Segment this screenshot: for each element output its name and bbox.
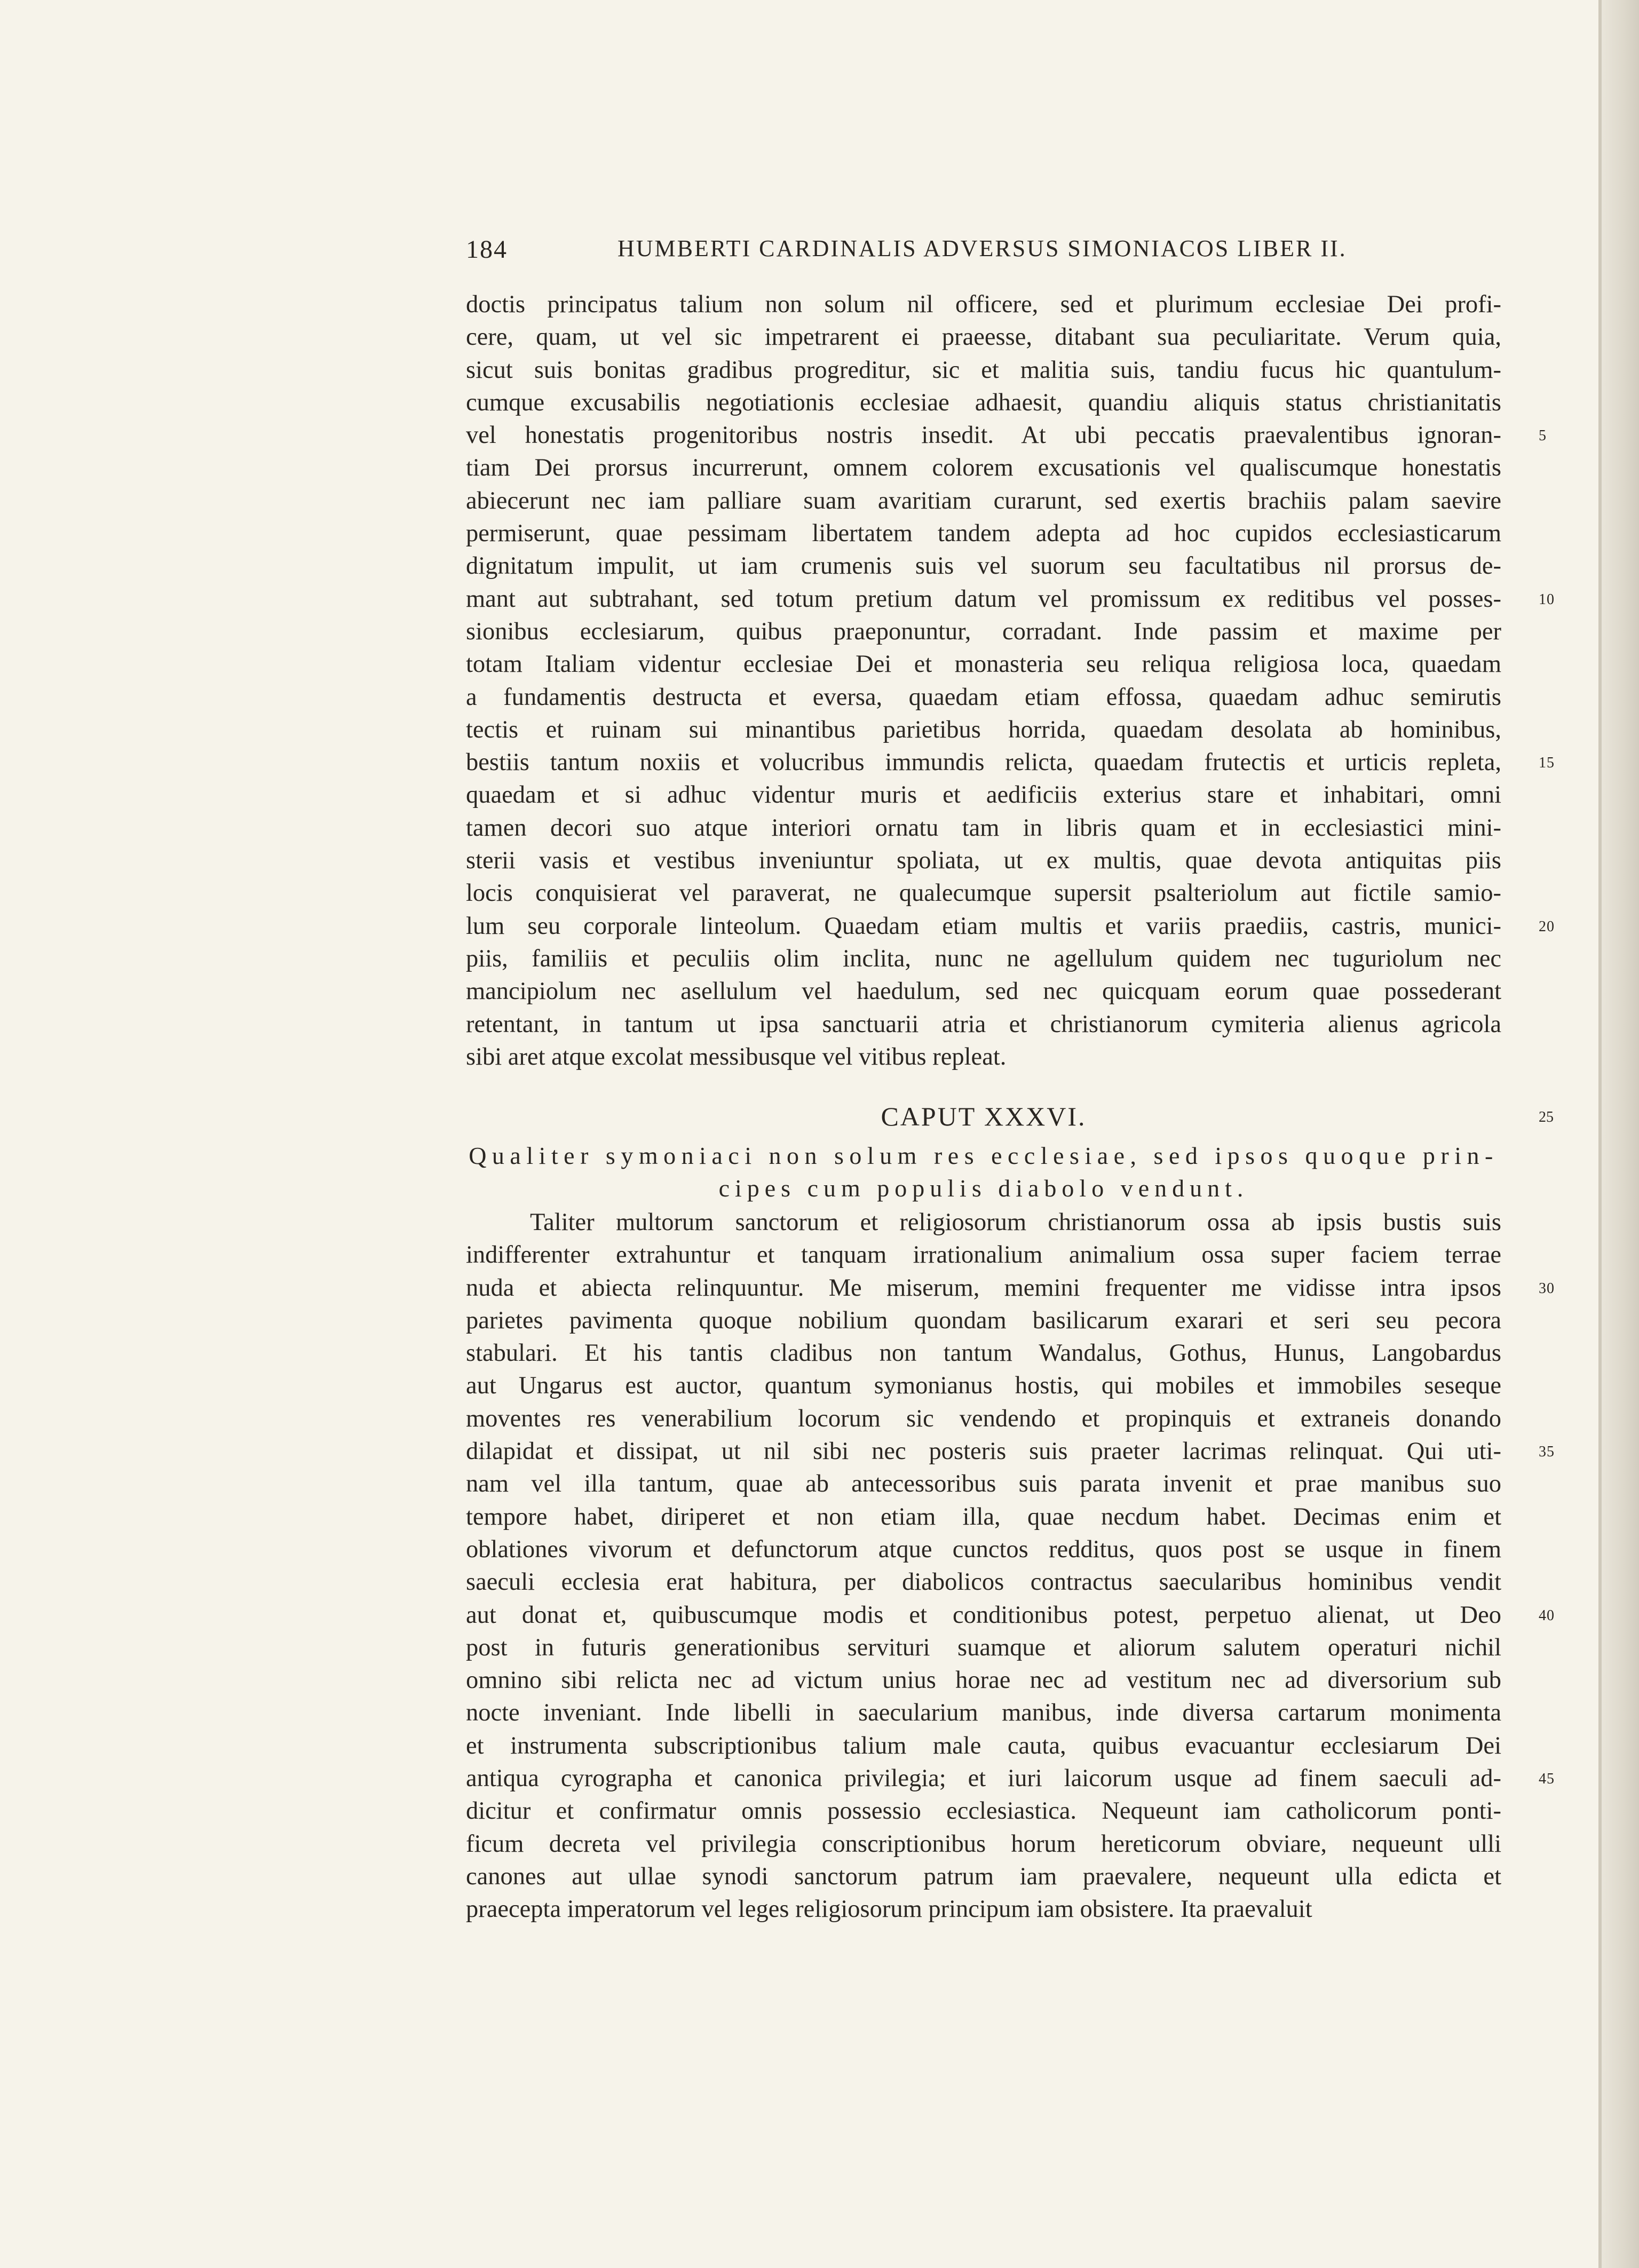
chapter-summary-line: Qualiter symoniaci non solum res ecclesiae, sed ipsos quoque prin- xyxy=(469,1142,1499,1169)
text-line: sicut suis bonitas gradibus progreditur, sic et malitia suis, tandiu fucus hic quantulum- xyxy=(466,356,1501,384)
text-line: totam Italiam videntur ecclesiae Dei et monasteria seu reliqua religiosa loca, quaedam xyxy=(466,651,1501,678)
text-line: indifferenter extrahuntur et tanquam irrationalium animalium ossa super faciem terrae xyxy=(466,1241,1501,1269)
text-line: cumque excusabilis negotiationis ecclesiae adhaesit, quandiu aliquis status christianitatis xyxy=(466,388,1501,416)
line-number: 35 xyxy=(1539,1444,1555,1461)
text-line: saeculi ecclesia erat habitura, per diabolicos contractus saecularibus hominibus vendit xyxy=(466,1568,1501,1596)
text-line: locis conquisierat vel paraverat, ne qualecumque supersit psalteriolum aut fictile samio- xyxy=(466,879,1501,907)
page-header xyxy=(466,235,1501,267)
line-number: 10 xyxy=(1539,591,1555,608)
text-line: nuda et abiecta relinquuntur. Me miserum, memini frequenter me vidisse intra ipsos xyxy=(466,1274,1501,1302)
paragraph-2 xyxy=(466,1206,1555,1926)
text-line: abiecerunt nec iam palliare suam avaritiam curarunt, sed exertis brachiis palam saevire xyxy=(466,487,1501,514)
text-line: canones aut ullae synodi sanctorum patrum iam praevalere, nequeunt ulla edicta et xyxy=(466,1862,1501,1890)
text-line: lum seu corporale linteolum. Quaedam etiam multis et variis praediis, castris, munici- xyxy=(466,912,1501,940)
text-line: nocte inveniant. Inde libelli in saecularium manibus, inde diversa cartarum monimenta xyxy=(466,1699,1501,1727)
text-line: sibi aret atque excolat messibusque vel vitibus repleat. xyxy=(466,1043,1007,1070)
text-line: dicitur et confirmatur omnis possessio ecclesiastica. Nequeunt iam catholicorum ponti- xyxy=(466,1797,1501,1825)
text-line: tiam Dei prorsus incurrerunt, omnem colorem excusationis vel qualiscumque honestatis xyxy=(466,454,1501,482)
text-line: sionibus ecclesiarum, quibus praeponuntur, corradant. Inde passim et maxime per xyxy=(466,617,1501,645)
text-line: moventes res venerabilium locorum sic vendendo et propinquis et extraneis donando xyxy=(466,1405,1501,1432)
line-number: 5 xyxy=(1539,427,1547,445)
text-line: retentant, in tantum ut ipsa sanctuarii atria et christianorum cymiteria alienus agricola xyxy=(466,1010,1501,1038)
text-line: tectis et ruinam sui minantibus parietibus horrida, quaedam desolata ab hominibus, xyxy=(466,716,1501,743)
page-edge xyxy=(1602,0,1639,2268)
chapter-title: CAPUT XXXVI. xyxy=(881,1101,1087,1131)
line-number: 40 xyxy=(1539,1607,1555,1624)
chapter-summary xyxy=(466,1139,1501,1204)
line-number: 15 xyxy=(1539,755,1555,772)
text-line: dilapidat et dissipat, ut nil sibi nec posteris suis praeter lacrimas relinquat. Qui uti- xyxy=(466,1438,1501,1465)
chapter-summary-line: cipes cum populis diabolo vendunt. xyxy=(718,1175,1249,1202)
text-line: piis, familiis et peculiis olim inclita, nunc ne agellulum quidem nec tuguriolum nec xyxy=(466,945,1501,972)
paragraph-1 xyxy=(466,288,1555,1073)
line-number: 25 xyxy=(1539,1109,1554,1125)
text-line: et instrumenta subscriptionibus talium male cauta, quibus evacuantur ecclesiarum Dei xyxy=(466,1732,1501,1759)
text-line: parietes pavimenta quoque nobilium quondam basilicarum exarari et seri seu pecora xyxy=(466,1306,1501,1334)
text-line: stabulari. Et his tantis cladibus non tantum Wandalus, Gothus, Hunus, Langobardus xyxy=(466,1339,1501,1367)
text-line: post in futuris generationibus servituri suamque et aliorum salutem operaturi nichil xyxy=(466,1633,1501,1661)
text-line: tamen decori suo atque interiori ornatu tam in libris quam et in ecclesiastici mini- xyxy=(466,814,1501,842)
line-number: 30 xyxy=(1539,1280,1555,1297)
text-line: aut Ungarus est auctor, quantum symonianus hostis, qui mobiles et immobiles seseque xyxy=(466,1372,1501,1400)
line-number: 45 xyxy=(1539,1771,1555,1788)
page-number: 184 xyxy=(466,235,508,264)
text-line: quaedam et si adhuc videntur muris et aedificiis exterius stare et inhabitari, omni xyxy=(466,781,1501,809)
text-line: omnino sibi relicta nec ad victum unius horae nec ad vestitum nec ad diversorium sub xyxy=(466,1667,1501,1694)
text-line: praecepta imperatorum vel leges religiosorum principum iam obsistere. Ita praevaluit xyxy=(466,1896,1312,1923)
line-number: 20 xyxy=(1539,918,1555,935)
text-line: bestiis tantum noxiis et volucribus immundis relicta, quaedam frutectis et urticis repleta, xyxy=(466,749,1501,776)
text-line: tempore habet, diriperet et non etiam illa, quae necdum habet. Decimas enim et xyxy=(466,1503,1501,1530)
text-line: permiserunt, quae pessimam libertatem tandem adepta ad hoc cupidos ecclesiasticarum xyxy=(466,520,1501,548)
text-line: antiqua cyrographa et canonica privilegia; et iuri laicorum usque ad finem saeculi ad- xyxy=(466,1765,1501,1793)
text-line: oblationes vivorum et defunctorum atque cunctos redditus, quos post se usque in finem xyxy=(466,1535,1501,1563)
text-line: aut donat et, quibuscumque modis et conditionibus potest, perpetuo alienat, ut Deo xyxy=(466,1601,1501,1629)
text-line: a fundamentis destructa et eversa, quaedam etiam effossa, quaedam adhuc semirutis xyxy=(466,683,1501,711)
text-line: nam vel illa tantum, quae ab antecessoribus suis parata invenit et prae manibus suo xyxy=(466,1470,1501,1498)
text-line: mant aut subtrahant, sed totum pretium datum vel promissum ex reditibus vel posses- xyxy=(466,585,1501,613)
text-line: mancipiolum nec asellulum vel haedulum, sed nec quicquam eorum quae possederant xyxy=(466,978,1501,1005)
text-line: cere, quam, ut vel sic impetrarent ei praeesse, ditabant sua peculiaritate. Verum quia, xyxy=(466,323,1501,351)
text-line: ficum decreta vel privilegia conscriptionibus horum hereticorum obviare, nequeunt ulli xyxy=(466,1830,1501,1858)
text-line: vel honestatis progenitoribus nostris insedit. At ubi peccatis praevalentibus ignoran- xyxy=(466,422,1501,449)
text-line: sterii vasis et vestibus inveniuntur spoliata, ut ex multis, quae devota antiquitas piis xyxy=(466,847,1501,875)
running-head: HUMBERTI CARDINALIS ADVERSUS SIMONIACOS LIBER II. xyxy=(617,235,1347,261)
text-line: doctis principatus talium non solum nil officere, sed et plurimum ecclesiae Dei profi- xyxy=(466,291,1501,318)
text-line: dignitatum impulit, ut iam crumenis suis vel suorum seu facultatibus nil prorsus de- xyxy=(466,552,1501,580)
text-line: Taliter multorum sanctorum et religiosorum christianorum ossa ab ipsis bustis suis xyxy=(530,1209,1501,1236)
